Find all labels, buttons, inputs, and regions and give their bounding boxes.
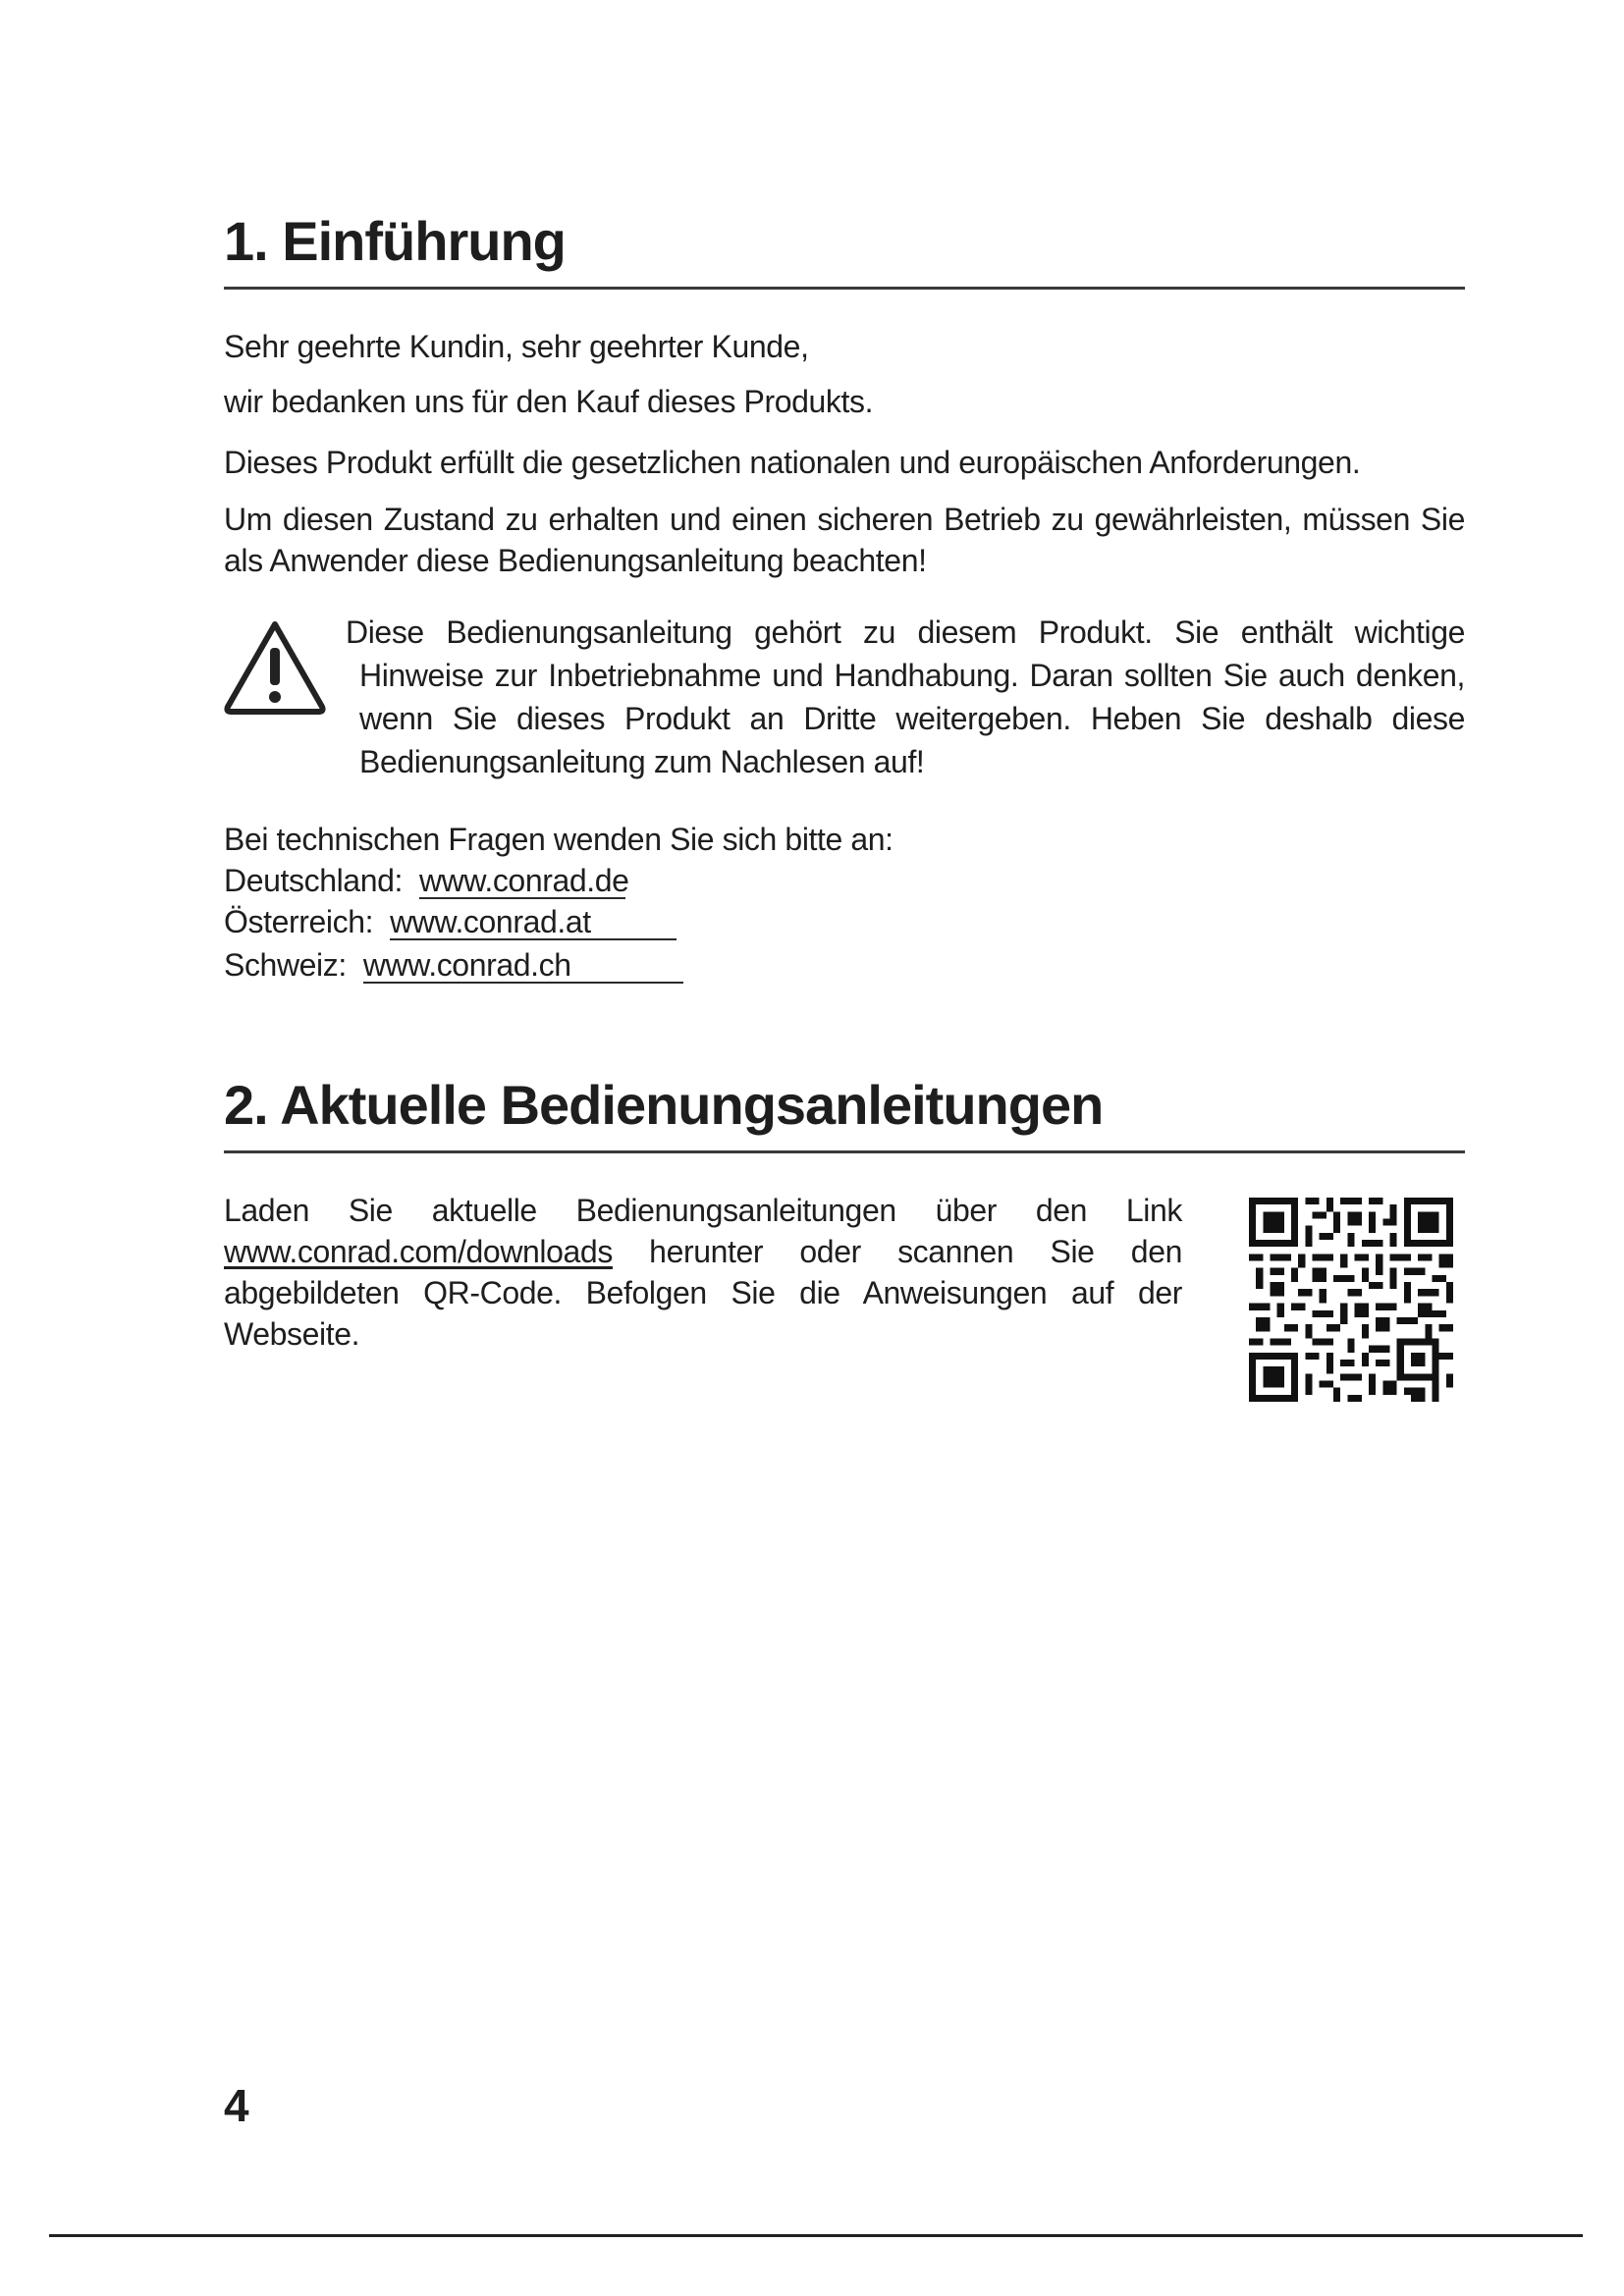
contact-entry-ch — [224, 944, 683, 986]
warning-triangle-icon — [222, 616, 328, 717]
contact-url-de[interactable]: www.conrad.de — [418, 863, 629, 898]
contact-entry-de — [224, 860, 629, 901]
contact-country-de: Deutschland: — [224, 863, 403, 898]
contact-country-ch: Schweiz: — [224, 947, 347, 983]
section-2-heading: 2. Aktuelle Bedienungsanleitungen — [224, 1078, 1465, 1153]
page-number: 4 — [224, 2080, 249, 2131]
compliance-text: Dieses Produkt erfüllt die gesetzlichen nationalen und europäischen Anforderungen. — [224, 445, 1361, 480]
greeting: Sehr geehrte Kundin, sehr geehrter Kunde, — [224, 329, 809, 364]
downloads-text-before: Laden Sie aktuelle Bedienungsanleitungen über den Link — [224, 1193, 1182, 1228]
section-1-heading: 1. Einführung — [224, 214, 1465, 290]
qr-code-icon[interactable] — [1249, 1198, 1453, 1402]
contact-url-at[interactable]: www.conrad.at — [390, 905, 677, 940]
footer-divider — [49, 2234, 1583, 2237]
contact-entry-at — [224, 901, 677, 942]
thanks-text: wir bedanken uns für den Kauf dieses Produkts. — [224, 384, 874, 419]
warning-text: Diese Bedienungsanleitung gehört zu diesem Produkt. Sie enthält wichtige Hinweise zur Inbetriebnahme und Handhabung. Daran sollten Sie auch denken, wenn Sie dieses Produkt an Dritte weitergeben. Heben Sie deshalb diese Bedienungsanleitung zum Nachlesen auf! — [346, 614, 1465, 779]
downloads-text-after: herunter oder scannen Sie den abgebildeten QR-Code. Befolgen Sie die Anweisungen auf der Webseite. — [224, 1234, 1182, 1352]
instruction-text: Um diesen Zustand zu erhalten und einen sicheren Betrieb zu gewährleisten, müssen Sie als Anwender diese Bedienungsanleitung beachten! — [224, 502, 1465, 578]
contact-country-at: Österreich: — [224, 904, 374, 939]
downloads-link[interactable]: www.conrad.com/downloads — [224, 1234, 613, 1269]
contact-intro: Bei technischen Fragen wenden Sie sich bitte an: — [224, 822, 893, 857]
downloads-text — [224, 1190, 1182, 1355]
contact-url-ch[interactable]: www.conrad.ch — [363, 948, 683, 984]
